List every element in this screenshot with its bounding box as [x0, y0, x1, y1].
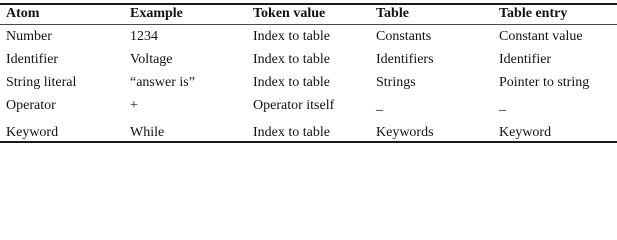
- cell-entry-keyword: Keyword: [499, 125, 552, 140]
- cell-table-identifier: Identifiers: [376, 52, 434, 67]
- table-bottom-rule: [0, 141, 617, 143]
- cell-entry-operator: _: [499, 98, 506, 113]
- cell-token-identifier: Index to table: [253, 52, 330, 67]
- cell-atom-operator: Operator: [6, 98, 56, 113]
- cell-entry-string-literal: Pointer to string: [499, 75, 590, 90]
- cell-entry-identifier: Identifier: [499, 52, 552, 67]
- header-table-entry: Table entry: [499, 6, 568, 21]
- cell-example-number: 1234: [130, 29, 158, 44]
- cell-atom-number: Number: [6, 29, 52, 44]
- header-token-value: Token value: [253, 6, 326, 21]
- cell-example-string-literal: “answer is”: [130, 75, 195, 90]
- cell-token-operator: Operator itself: [253, 98, 335, 113]
- cell-table-number: Constants: [376, 29, 432, 44]
- cell-entry-number: Constant value: [499, 29, 583, 44]
- cell-example-keyword: While: [130, 125, 165, 140]
- table-top-rule: [0, 3, 617, 5]
- cell-token-string-literal: Index to table: [253, 75, 330, 90]
- cell-table-string-literal: Strings: [376, 75, 416, 90]
- cell-table-operator: _: [376, 98, 383, 113]
- cell-example-operator: +: [130, 98, 138, 113]
- cell-token-keyword: Index to table: [253, 125, 330, 140]
- header-example: Example: [130, 6, 183, 21]
- header-separator-rule: [0, 24, 617, 25]
- cell-table-keyword: Keywords: [376, 125, 434, 140]
- cell-atom-keyword: Keyword: [6, 125, 59, 140]
- cell-token-number: Index to table: [253, 29, 330, 44]
- cell-atom-identifier: Identifier: [6, 52, 59, 67]
- cell-atom-string-literal: String literal: [6, 75, 77, 90]
- cell-example-identifier: Voltage: [130, 52, 173, 67]
- header-atom: Atom: [6, 6, 40, 21]
- header-table: Table: [376, 6, 409, 21]
